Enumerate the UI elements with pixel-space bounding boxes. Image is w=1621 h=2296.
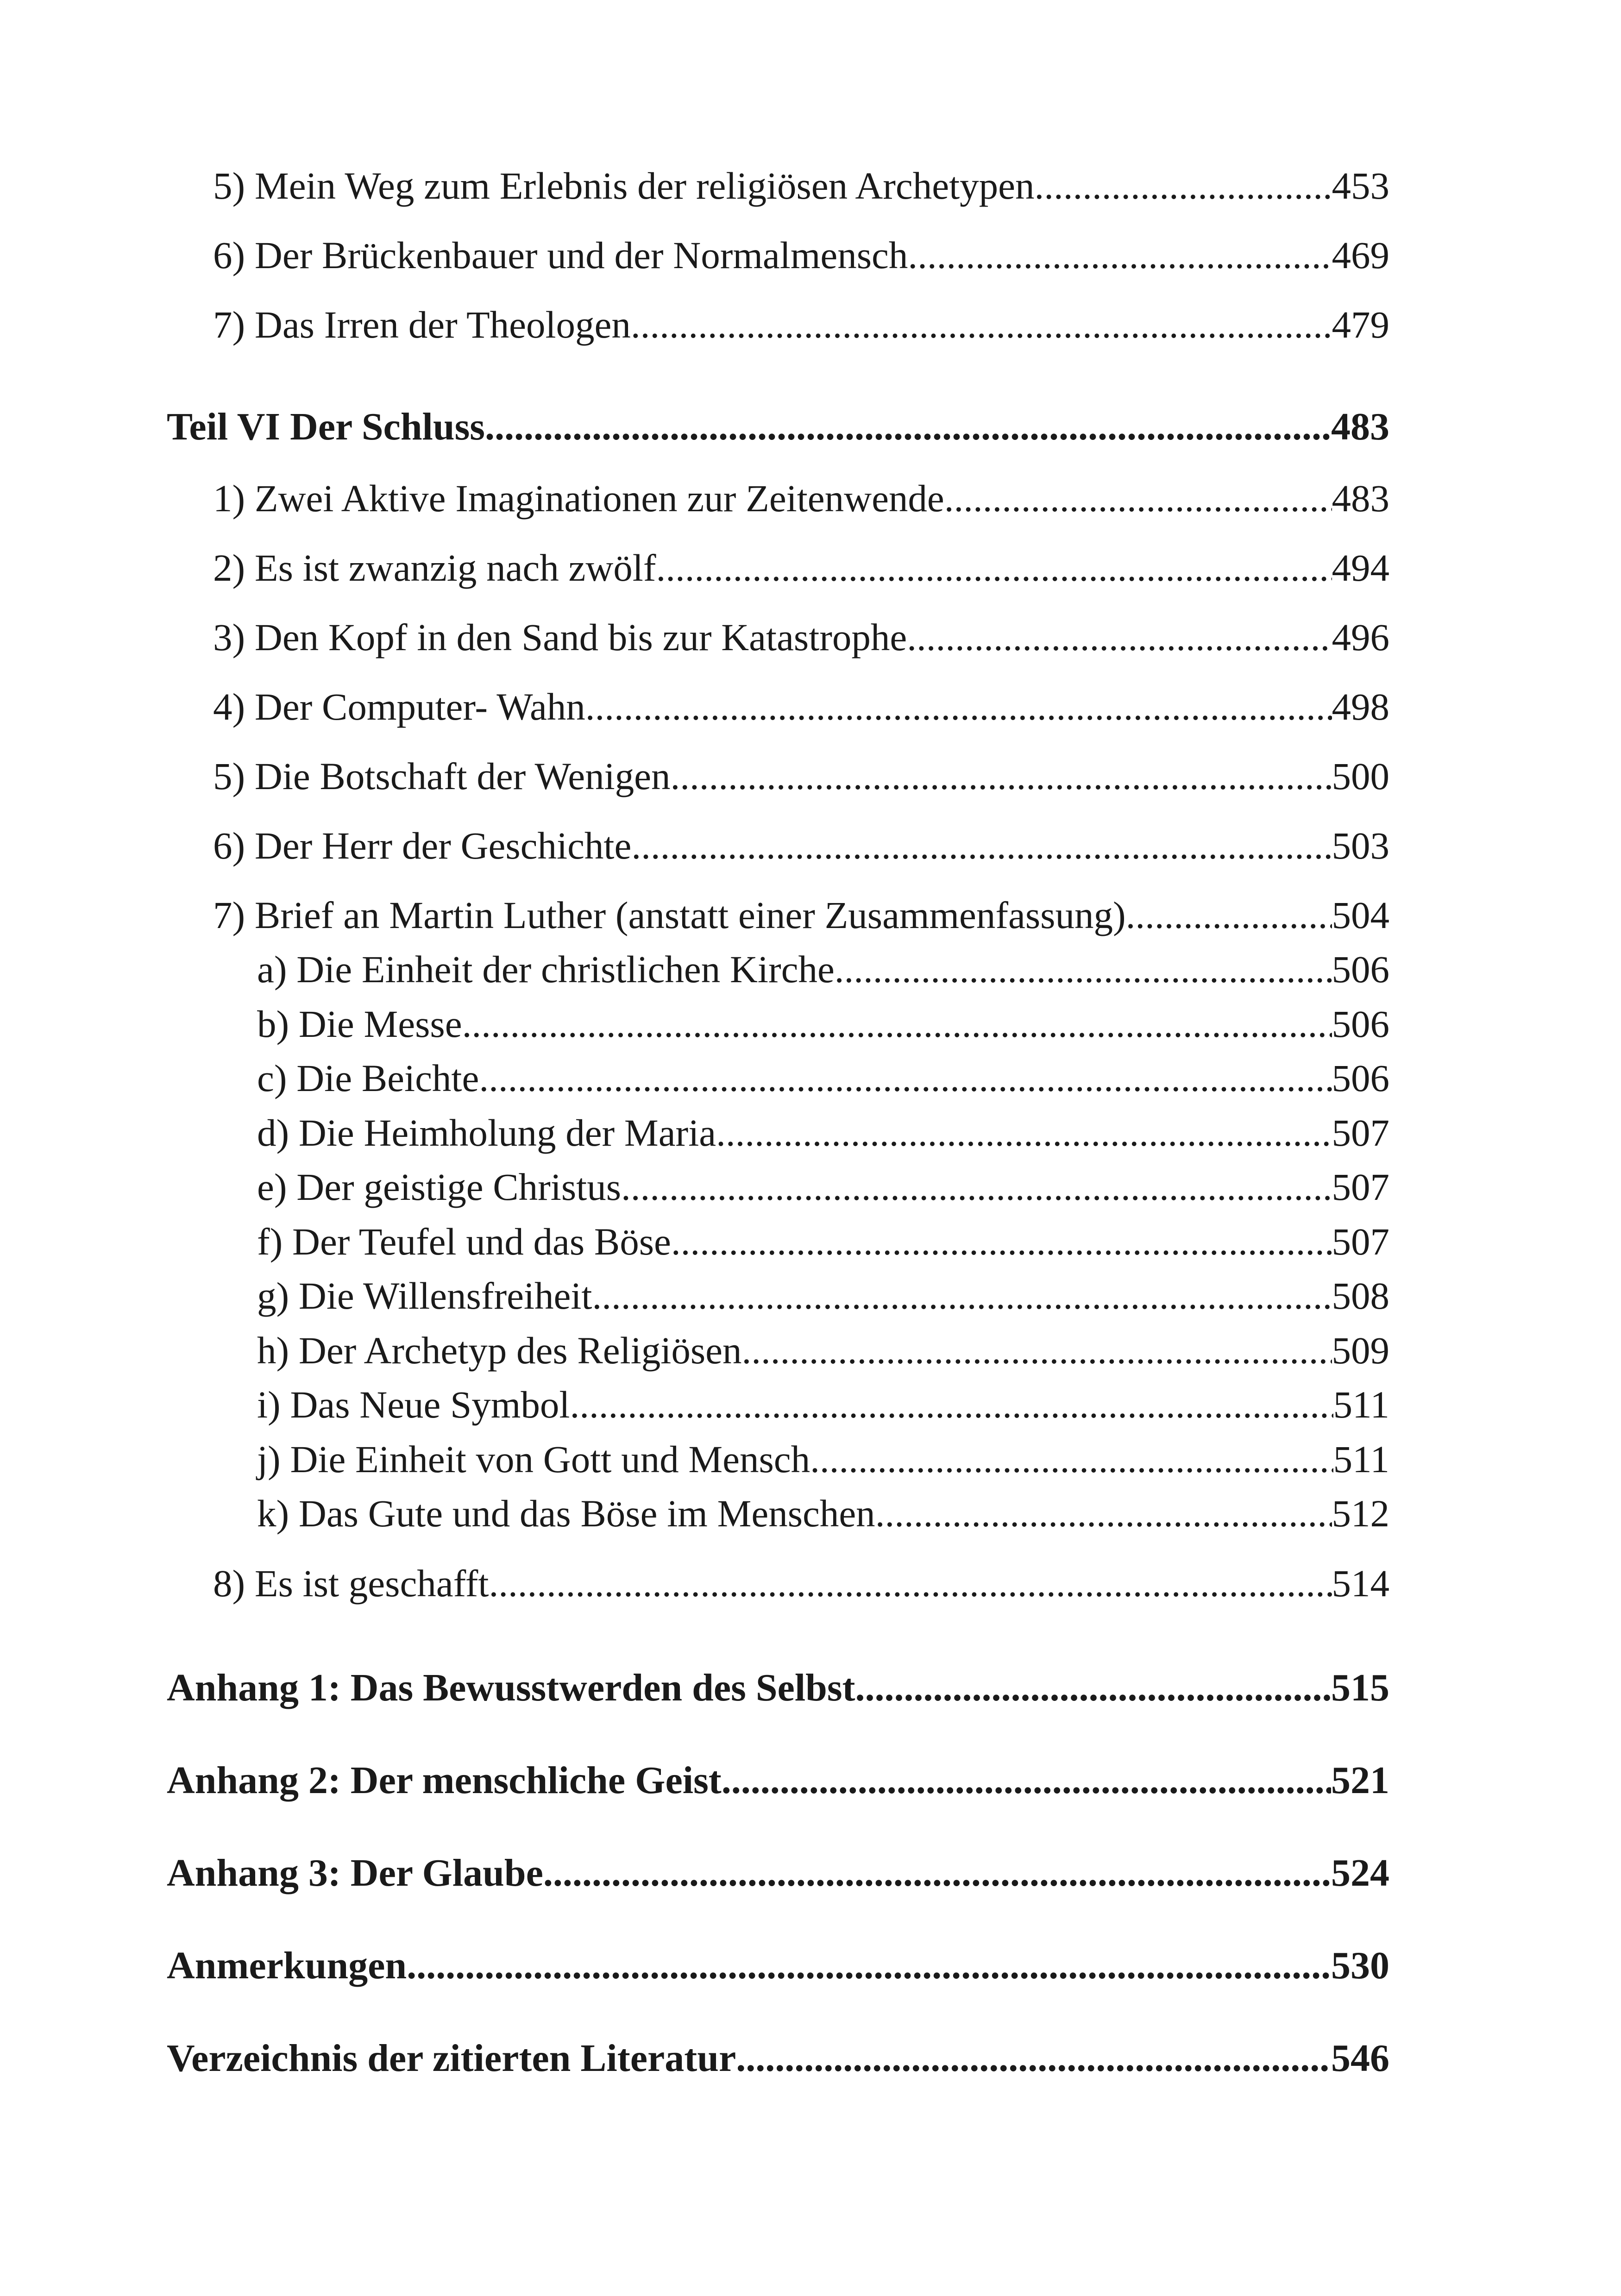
toc-entry-page: 512 [1332, 1492, 1389, 1535]
toc-subentry [257, 1220, 1389, 1263]
toc-subentry [257, 1274, 1389, 1317]
toc-entry-page: 503 [1332, 824, 1389, 867]
dot-leader [671, 1223, 1332, 1261]
toc-entry-page: 511 [1333, 1383, 1389, 1426]
dot-leader [944, 479, 1332, 518]
toc-entry-page: 506 [1332, 1003, 1389, 1045]
dot-leader [631, 306, 1332, 344]
toc-entry [213, 164, 1389, 207]
toc-entry-title: b) Die Messe [257, 1003, 462, 1045]
toc-subentry [257, 1059, 1389, 1098]
toc-entry-page: 453 [1332, 164, 1389, 207]
toc-entry-page: 514 [1332, 1562, 1389, 1605]
toc-entry-title: h) Der Archetyp des Religiösen [257, 1329, 742, 1372]
toc-entry [213, 896, 1389, 935]
dot-leader [631, 827, 1332, 865]
dot-leader [1034, 167, 1332, 205]
dot-leader [485, 408, 1331, 446]
toc-subentry [257, 1440, 1389, 1479]
dot-leader [462, 1005, 1332, 1043]
dot-leader [875, 1494, 1332, 1533]
toc-entry-title: Teil VI Der Schluss [167, 405, 485, 448]
dot-leader [855, 1669, 1331, 1707]
dot-leader [907, 618, 1332, 657]
dot-leader [722, 1761, 1331, 1800]
toc-subentry [257, 1111, 1389, 1154]
toc-entry-page: 494 [1332, 546, 1389, 589]
dot-leader [592, 1277, 1332, 1315]
toc-entry-page: 483 [1332, 477, 1389, 520]
toc-subentry [257, 1383, 1389, 1426]
dot-leader [407, 1946, 1331, 1985]
dot-leader [543, 1854, 1331, 1893]
toc-entry [213, 618, 1389, 657]
toc-entry-page: 521 [1331, 1759, 1389, 1802]
dot-leader [570, 1386, 1333, 1424]
toc-entry-page: 530 [1331, 1944, 1389, 1987]
toc-entry-title: 8) Es ist geschafft [213, 1562, 489, 1605]
toc-entry-title: Anhang 1: Das Bewusstwerden des Selbst [167, 1666, 855, 1709]
toc-entry-title: f) Der Teufel und das Böse [257, 1220, 671, 1263]
toc-part-heading [167, 405, 1389, 448]
toc-part-heading [167, 1666, 1389, 1709]
toc-entry-title: 7) Brief an Martin Luther (anstatt einer Zusammenfassung) [213, 894, 1126, 936]
toc-entry-page: 498 [1332, 685, 1389, 728]
toc-entry-page: 515 [1331, 1666, 1389, 1709]
dot-leader [656, 549, 1332, 587]
toc-entry-title: Anhang 3: Der Glaube [167, 1851, 543, 1895]
toc-entry-page: 483 [1331, 405, 1389, 448]
toc-entry-page: 546 [1331, 2037, 1389, 2080]
toc-entry [213, 546, 1389, 589]
toc-entry-page: 511 [1333, 1438, 1389, 1480]
toc-entry-page: 506 [1332, 948, 1389, 991]
toc-entry [213, 303, 1389, 346]
toc-entry [213, 685, 1389, 728]
toc-entry-title: a) Die Einheit der christlichen Kirche [257, 948, 835, 991]
toc-entry-title: 5) Mein Weg zum Erlebnis der religiösen Archetypen [213, 164, 1035, 207]
toc-entry-page: 508 [1332, 1274, 1389, 1317]
toc-entry-title: g) Die Willensfreiheit [257, 1274, 592, 1317]
dot-leader [585, 688, 1332, 726]
dot-leader [835, 950, 1332, 989]
toc-subentry [257, 1494, 1389, 1533]
toc-entry-page: 500 [1332, 755, 1389, 797]
toc-part-heading [167, 1851, 1389, 1895]
toc-subentry [257, 950, 1389, 989]
toc-entry-title: Verzeichnis der zitierten Literatur [167, 2037, 736, 2080]
toc-entry-title: c) Die Beichte [257, 1057, 479, 1099]
toc-entry-title: Anmerkungen [167, 1944, 407, 1987]
toc-entry-title: j) Die Einheit von Gott und Mensch [257, 1438, 810, 1480]
toc-entry-title: Anhang 2: Der menschliche Geist [167, 1759, 722, 1802]
toc-entry-page: 504 [1332, 894, 1389, 936]
toc-entry-title: k) Das Gute und das Böse im Menschen [257, 1492, 875, 1535]
toc-entry-title: 6) Der Brückenbauer und der Normalmensch [213, 234, 908, 276]
toc-entry-page: 479 [1332, 303, 1389, 346]
toc-entry-title: i) Das Neue Symbol [257, 1383, 570, 1426]
toc-subentry [257, 1005, 1389, 1043]
dot-leader [716, 1114, 1332, 1152]
toc-entry-title: 2) Es ist zwanzig nach zwölf [213, 546, 656, 589]
toc-part-heading [167, 1761, 1389, 1800]
dot-leader [1126, 896, 1332, 935]
dot-leader [810, 1440, 1333, 1479]
toc-entry-title: e) Der geistige Christus [257, 1166, 622, 1208]
toc-entry-page: 507 [1332, 1166, 1389, 1208]
dot-leader [741, 1331, 1332, 1370]
toc-entry-title: 1) Zwei Aktive Imaginationen zur Zeitenwende [213, 477, 944, 520]
toc-entry-page: 507 [1332, 1111, 1389, 1154]
toc-entry-page: 496 [1332, 616, 1389, 659]
toc-part-heading [167, 1946, 1389, 1985]
toc-entry [213, 479, 1389, 518]
dot-leader [736, 2039, 1331, 2078]
toc-entry-page: 509 [1332, 1329, 1389, 1372]
toc-entry-title: d) Die Heimholung der Maria [257, 1111, 716, 1154]
toc-entry-page: 506 [1332, 1057, 1389, 1099]
toc-entry-page: 469 [1332, 234, 1389, 276]
toc-entry [213, 1564, 1389, 1603]
toc-part-heading [167, 2039, 1389, 2078]
toc-entry [213, 824, 1389, 867]
dot-leader [621, 1168, 1332, 1206]
dot-leader [908, 236, 1332, 275]
toc-entry-page: 507 [1332, 1220, 1389, 1263]
dot-leader [479, 1059, 1332, 1098]
toc-entry-title: 4) Der Computer- Wahn [213, 685, 585, 728]
toc-entry [213, 236, 1389, 275]
toc-entry-title: 3) Den Kopf in den Sand bis zur Katastrophe [213, 616, 907, 659]
toc-entry [213, 757, 1389, 796]
toc-entry-title: 7) Das Irren der Theologen [213, 303, 631, 346]
toc-subentry [257, 1331, 1389, 1370]
toc-subentry [257, 1168, 1389, 1206]
dot-leader [489, 1564, 1332, 1603]
dot-leader [671, 757, 1332, 796]
toc-entry-page: 524 [1331, 1851, 1389, 1895]
toc-entry-title: 6) Der Herr der Geschichte [213, 824, 632, 867]
toc-entry-title: 5) Die Botschaft der Wenigen [213, 755, 671, 797]
